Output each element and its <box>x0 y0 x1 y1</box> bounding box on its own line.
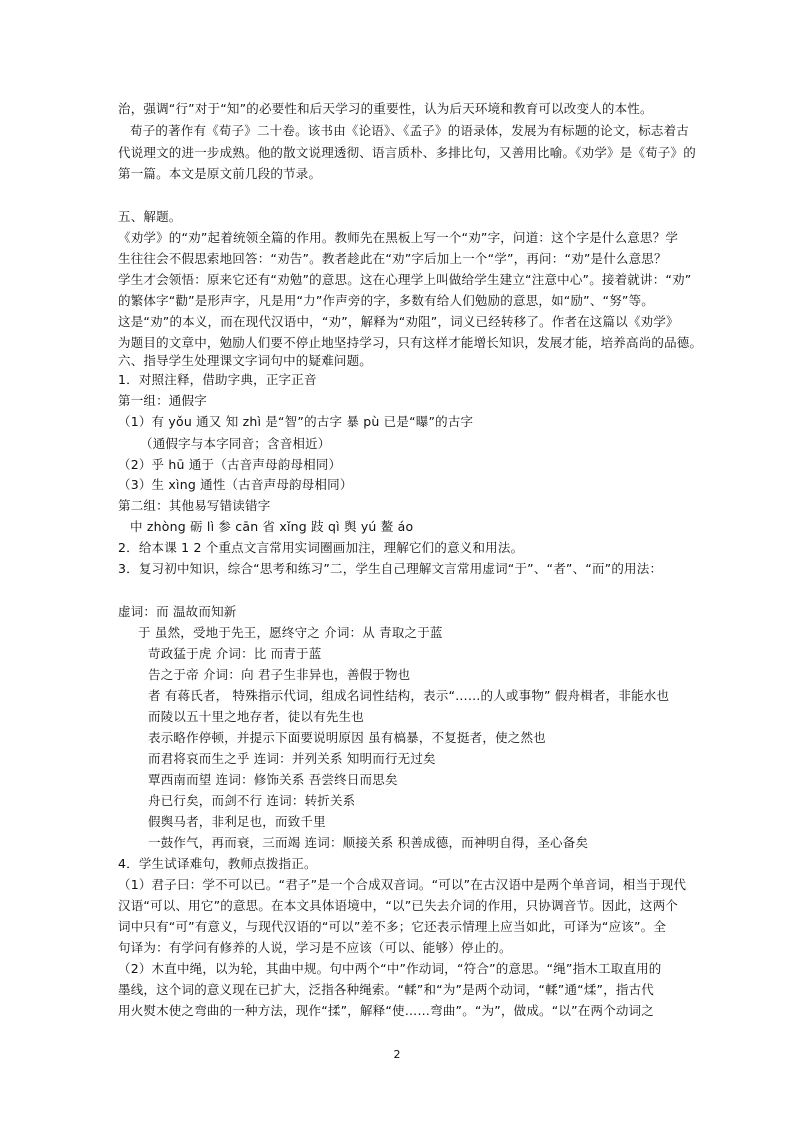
text-line: 第一组：通假字 <box>118 393 207 408</box>
text-line: 汉语“可以、用它”的意思。在本文具体语境中，“以”已失去介词的作用，只协调音节。因此，这两个 <box>118 898 679 913</box>
text-line: 2．给本课 1 2 个重点文言常用实词圈画加注，理解它们的意义和用法。 <box>118 540 524 555</box>
text-line: 苛政猛于虎 介词：比 而青于蓝 <box>148 646 322 661</box>
text-line: 表示略作停顿，并提示下面要说明原因 虽有槁暴，不复挺者，使之然也 <box>148 730 546 745</box>
text-line: 于 虽然，受地于先王，愿终守之 介词：从 青取之于蓝 <box>138 625 443 640</box>
text-line: 而君将哀而生之乎 连词：并列关系 知明而行无过矣 <box>148 751 436 766</box>
text-line: 词中只有“可”有意义，与现代汉语的“可以”差不多；它还表示情理上应当如此，可译为“应该”。全 <box>118 919 667 934</box>
text-line: 告之于帝 介词：向 君子生非异也，善假于物也 <box>148 667 411 682</box>
text-line: 墨线，这个词的意义现在已扩大，泛指各种绳索。“輮”和“为”是两个动词，“輮”通“煣”，指古代 <box>118 982 655 997</box>
text-line: 4．学生试译难句，教师点拨指正。 <box>118 856 317 871</box>
text-line: 句译为：有学问有修养的人说，学习是不应该（可以、能够）停止的。 <box>118 940 512 955</box>
section-heading: 五、解题。 <box>118 209 182 224</box>
text-line: 第二组：其他易写错读错字 <box>118 498 271 513</box>
text-line: 一鼓作气，再而衰，三而竭 连词：顺接关系 积善成德，而神明自得，圣心备矣 <box>148 835 589 850</box>
text-line: 代说理文的进一步成熟。他的散文说理透彻、语言质朴、多排比句，又善用比喻。《劝学》是《荀子》的 <box>118 145 696 160</box>
text-line: （3）生 xìng 通性（古音声母韵母相同） <box>118 477 353 492</box>
text-line: 学生才会领悟：原来它还有“劝勉”的意思。这在心理学上叫做给学生建立“注意中心”。接着就讲：“劝” <box>118 272 692 287</box>
text-line: （2）木直中绳，以为轮，其曲中规。句中两个“中”作动词，“符合”的意思。“绳”指木工取直用的 <box>118 961 662 976</box>
page-number: 2 <box>393 1048 401 1061</box>
text-line: 1．对照注释，借助字典，正字正音 <box>118 372 317 387</box>
text-line: 治，强调“行”对于“知”的必要性和后天学习的重要性，认为后天环境和教育可以改变人的本性。 <box>118 101 653 116</box>
text-line: 中 zhòng 砺 lì 参 cān 省 xǐng 跂 qì 舆 yú 鳌 áo <box>130 519 414 534</box>
text-line: 的繁体字“勸”是形声字，凡是用“力”作声旁的字，多数有给人们勉励的意思，如“励”、“努”等。 <box>118 293 655 308</box>
section-heading: 六、指导学生处理课文字词句中的疑难问题。 <box>118 353 373 368</box>
text-line: 生往往会不假思索地回答：“劝告”。教者趁此在“劝”字后加上一个“学”，再问：“劝”是什么意思？ <box>118 251 667 266</box>
text-line: 舟已行矣，而剑不行 连词：转折关系 <box>148 793 356 808</box>
text-line: 用火熨木使之弯曲的一种方法，现作“揉”，解释“使……弯曲”。“为”，做成。“以”在两个动词之 <box>118 1003 655 1018</box>
text-line: 者 有蒋氏者， 特殊指示代词，组成名词性结构，表示“……的人或事物” 假舟楫者，非能水也 <box>148 688 670 703</box>
text-line: 假舆马者，非利足也，而致千里 <box>148 814 326 829</box>
text-line: 《劝学》的“劝”起着统领全篇的作用。教师先在黑板上写一个“劝”字，问道：这个字是什么意思？学 <box>118 230 679 245</box>
text-line: （1）有 yǒu 通又 知 zhì 是“智”的古字 暴 pù 已是“曝”的古字 <box>118 414 474 429</box>
text-line: （1）君子曰：学不可以已。“君子”是一个合成双音词。“可以”在古汉语中是两个单音词，相当于现代 <box>118 877 687 892</box>
text-line: 荀子的著作有《荀子》二十卷。该书由《论语》、《孟子》的语录体，发展为有标题的论文，标志着古 <box>130 123 690 138</box>
text-line: （2）乎 hū 通于（古音声母韵母相同） <box>118 457 342 472</box>
text-line: 这是“劝”的本义，而在现代汉语中，“劝”，解释为“劝阻”，词义已经转移了。作者在这篇以《劝学》 <box>118 314 679 329</box>
text-line: 第一篇。本文是原文前几段的节录。 <box>118 166 322 181</box>
text-line: 为题目的文章中，勉励人们要不停止地坚持学习，只有这样才能增长知识，发展才能，培养高尚的品德。 <box>118 335 703 350</box>
text-line: 3．复习初中知识，综合“思考和练习”二，学生自己理解文言常用虚词“于”、“者”、“而”的用法： <box>118 561 663 576</box>
text-line: 虚词：而 温故而知新 <box>118 604 237 619</box>
text-line: 而陵以五十里之地存者，徒以有先生也 <box>148 709 364 724</box>
text-line: 覃西南而望 连词：修饰关系 吾尝终日而思矣 <box>148 772 398 787</box>
text-line: （通假字与本字同音；含音相近） <box>140 436 331 451</box>
